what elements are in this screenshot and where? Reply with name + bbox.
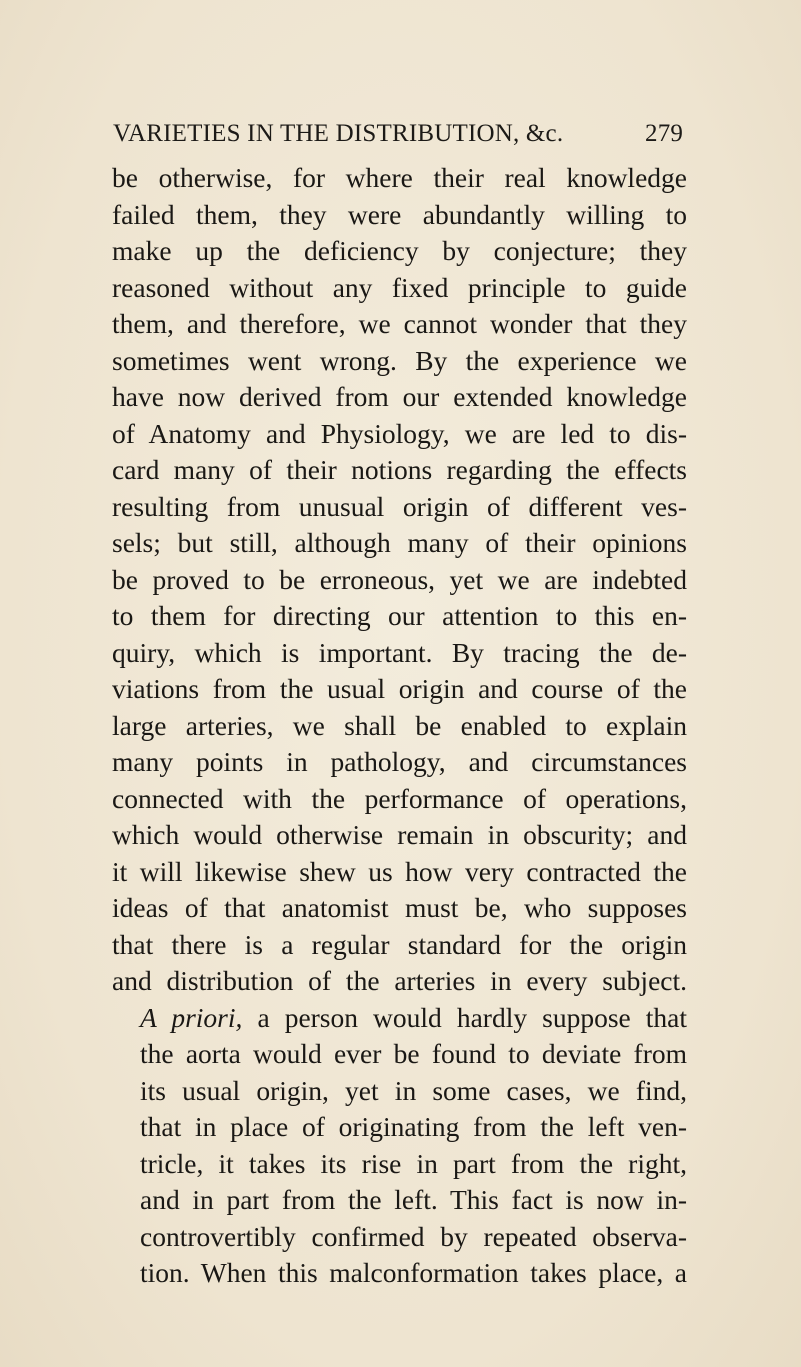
text-line: controvertibly confirmed by repeated observa-: [140, 1220, 687, 1252]
text-line: tion. When this malconformation takes place, a: [140, 1257, 687, 1288]
running-head-title: VARIETIES IN THE DISTRIBUTION, &c.: [113, 120, 564, 147]
text-line: quiry, which is important. By tracing the de-: [112, 636, 687, 668]
text-line: tricle, it takes its rise in part from the right,: [140, 1147, 687, 1179]
text-line: many points in pathology, and circumstances: [112, 746, 687, 777]
text-line: large arteries, we shall be enabled to explain: [112, 709, 687, 741]
page-number: 279: [645, 120, 684, 147]
text-line: its usual origin, yet in some cases, we find,: [140, 1074, 687, 1106]
text-line: and distribution of the arteries in every subject.: [112, 965, 687, 996]
text-line: make up the deficiency by conjecture; they: [112, 235, 687, 266]
text-line: be proved to be erroneous, yet we are indebted: [112, 563, 687, 595]
text-line: sels; but still, although many of their opinions: [112, 527, 687, 558]
text-line: failed them, they were abundantly willing to: [112, 198, 687, 230]
text-line: of Anatomy and Physiology, we are led to dis-: [112, 417, 687, 449]
text-line-paragraph-start: [112, 1000, 687, 1037]
text-line: connected with the performance of operations,: [112, 782, 687, 814]
text-line: that there is a regular standard for the origin: [112, 928, 687, 960]
text-line: resulting from unusual origin of different ves-: [112, 490, 687, 522]
body-text: [112, 160, 687, 1292]
text-line: and in part from the left. This fact is now in-: [140, 1184, 687, 1215]
text-line: viations from the usual origin and course of the: [112, 673, 687, 704]
text-line: ideas of that anatomist must be, who supposes: [112, 892, 687, 923]
text-line: which would otherwise remain in obscurity; and: [112, 819, 687, 850]
text-line-rest: a person would hardly suppose that: [257, 1001, 687, 1033]
text-line: sometimes went wrong. By the experience we: [112, 344, 687, 376]
text-line: to them for directing our attention to this en-: [112, 600, 687, 631]
text-line: have now derived from our extended knowledge: [112, 381, 687, 412]
text-line: that in place of originating from the left ven-: [140, 1111, 687, 1142]
italic-phrase: A priori,: [140, 1001, 243, 1033]
text-line: be otherwise, for where their real knowledge: [112, 162, 687, 193]
text-line: the aorta would ever be found to deviate from: [140, 1038, 687, 1069]
text-line: it will likewise shew us how very contracted the: [112, 855, 687, 887]
text-line: reasoned without any fixed principle to guide: [112, 271, 687, 303]
text-line: card many of their notions regarding the effects: [112, 454, 687, 485]
running-head: [0, 120, 801, 154]
text-line: them, and therefore, we cannot wonder that they: [112, 308, 687, 339]
